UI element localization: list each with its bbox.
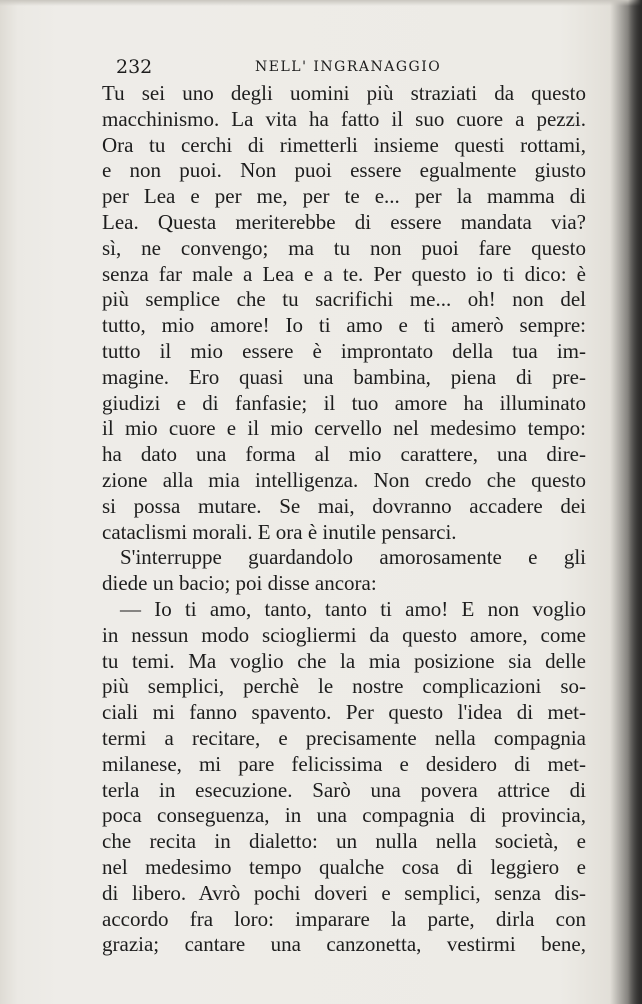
text-line: accordo fra loro: imparare la parte, dirla con [102,906,586,931]
text-line: di libero. Avrò pochi doveri e semplici, senza dis- [102,880,586,905]
page-top-edge [0,0,642,6]
text-line: giudizi e di fanfasie; il tuo amore ha illuminato [102,390,586,415]
page-number: 232 [116,56,153,78]
text-line: più semplici, perchè le nostre complicazioni so- [102,674,586,699]
text-line: — Io ti amo, tanto, tanto ti amo! E non voglio [120,596,586,621]
text-line: terla in esecuzione. Sarò una povera attrice di [102,777,586,802]
paragraph [102,81,586,545]
text-line: S'interruppe guardandolo amorosamente e gli [120,545,586,570]
text-line: il mio cuore e il mio cervello nel medesimo tempo: [102,416,586,441]
text-line: più semplice che tu sacrifichi me... oh! non del [102,287,586,312]
text-line: per Lea e per me, per te e... per la mamma di [102,184,586,209]
paragraph [102,545,586,597]
text-line: tu temi. Ma voglio che la mia posizione sia delle [102,648,586,673]
text-line: Lea. Questa meriterebbe di essere mandata via? [102,209,586,234]
text-line: termi a recitare, e precisamente nella compagnia [102,725,586,750]
text-line: tutto il mio essere è improntato della tua im- [102,338,586,363]
body-text [102,81,586,958]
text-line: Ora tu cerchi di rimetterli insieme questi rottami, [102,132,586,157]
page-header [110,56,580,84]
text-line: in nessun modo sciogliermi da questo amore, come [102,622,586,647]
text-line: ha dato una forma al mio carattere, una dire- [102,442,586,467]
paragraph [102,597,586,958]
text-line: si possa mutare. Se mai, dovranno accadere dei [102,493,586,518]
running-title: NELL' INGRANAGGIO [255,59,442,75]
text-line: grazia; cantare una canzonetta, vestirmi bene, [102,932,586,957]
text-line: ciali mi fanno spavento. Per questo l'idea di met- [102,700,586,725]
page-gutter-shadow [628,0,642,1004]
text-line: poca conseguenza, in una compagnia di provincia, [102,803,586,828]
text-line: senza far male a Lea e a te. Per questo io ti dico: è [102,261,586,286]
text-line: che recita in dialetto: un nulla nella società, e [102,829,586,854]
text-line: zione alla mia intelligenza. Non credo che questo [102,467,586,492]
text-line: nel medesimo tempo qualche cosa di leggiero e [102,854,586,879]
text-line: tutto, mio amore! Io ti amo e ti amerò sempre: [102,313,586,338]
text-line: milanese, mi pare felicissima e desidero di met- [102,751,586,776]
text-line: cataclismi morali. E ora è inutile pensarci. [102,519,457,544]
text-line: Tu sei uno degli uomini più straziati da questo [102,81,586,105]
text-line: diede un bacio; poi disse ancora: [102,571,377,596]
text-line: e non puoi. Non puoi essere egualmente giusto [102,158,586,183]
text-line: sì, ne convengo; ma tu non puoi fare questo [102,235,586,260]
text-line: magine. Ero quasi una bambina, piena di pre- [102,364,586,389]
text-line: macchinismo. La vita ha fatto il suo cuore a pezzi. [102,106,586,131]
